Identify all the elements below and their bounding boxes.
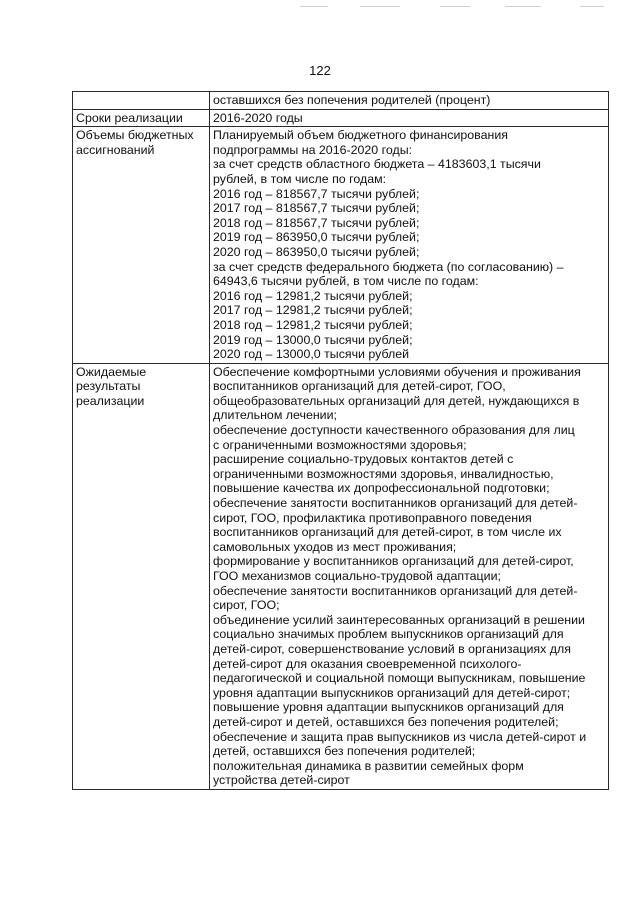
row-content-line: уровня адаптации выпускников организаций для детей-сирот; xyxy=(213,685,571,700)
row-content-line: 2016-2020 годы xyxy=(213,110,303,125)
row-label-line: результаты xyxy=(76,379,141,394)
scan-mark xyxy=(580,6,604,7)
row-content-line: обеспечение занятости воспитанников организаций для детей- xyxy=(213,496,578,511)
row-label-cell xyxy=(73,363,210,789)
row-content-line: с ограниченными возможностями здоровья; xyxy=(213,437,467,452)
row-content-line: детей, оставшихся без попечения родителей; xyxy=(213,744,476,759)
row-content-line: объединение усилий заинтересованных организаций в решении xyxy=(213,612,585,627)
row-label-line: реализации xyxy=(76,393,145,408)
table-row xyxy=(73,109,609,127)
row-content-line: обеспечение и защита прав выпускников из числа детей-сирот и xyxy=(213,729,587,744)
row-content-line: длительном лечении; xyxy=(213,408,337,423)
row-content-line: педагогической и социальной помощи выпускникам, повышение xyxy=(213,671,586,686)
row-content-line: воспитанников организаций для детей-сирот, ГОО, xyxy=(213,379,506,394)
row-content-line: 64943,6 тысячи рублей, в том числе по годам: xyxy=(213,274,479,289)
row-content-line: ГОО механизмов социально-трудовой адаптации; xyxy=(213,569,501,583)
row-content-line: самовольных уходов из мест проживания; xyxy=(213,539,457,554)
row-content-line: социально значимых проблем выпускников организаций для xyxy=(213,627,564,642)
scan-mark xyxy=(300,6,328,7)
row-content-line: повышение качества их допрофессиональной подготовки; xyxy=(213,481,550,496)
row-content-line: Планируемый объем бюджетного финансирования xyxy=(213,128,508,143)
table-row xyxy=(73,127,609,364)
row-content-cell xyxy=(210,363,609,789)
row-content-line: обеспечение доступности качественного образования для лиц xyxy=(213,423,575,438)
row-content-line: 2020 год – 13000,0 тысячи рублей xyxy=(213,347,410,362)
row-label-line: ассигнований xyxy=(76,142,155,157)
row-content-line: общеобразовательных организаций для детей, нуждающихся в xyxy=(213,393,580,408)
row-content-line: устройства детей-сирот xyxy=(213,773,350,788)
row-content-line: детей-сирот, совершенствование условий в организациях для xyxy=(213,641,571,656)
row-content-line: сирот, ГОО, профилактика противоправного поведения xyxy=(213,510,532,525)
row-content-line: 2017 год – 12981,2 тысячи рублей; xyxy=(213,303,413,318)
row-content-line: за счет средств областного бюджета – 4183603,1 тысячи xyxy=(213,157,541,172)
row-content-line: формирование у воспитанников организаций для детей-сирот, xyxy=(213,554,574,569)
row-content-line: рублей, в том числе по годам: xyxy=(213,171,387,186)
row-content-line: Обеспечение комфортными условиями обучения и проживания xyxy=(213,364,581,379)
row-content-line: подпрограммы на 2016-2020 годы: xyxy=(213,142,413,157)
row-content-line: 2019 год – 13000,0 тысячи рублей; xyxy=(213,332,413,347)
row-content-line: положительная динамика в развитии семейных форм xyxy=(213,758,524,773)
program-passport-table xyxy=(72,91,609,790)
table-row xyxy=(73,363,609,789)
row-content-line: за счет средств федерального бюджета (по согласованию) – xyxy=(213,259,564,274)
row-content-line: ограниченными возможностями здоровья, инвалидностью, xyxy=(213,466,554,481)
row-content-line: 2016 год – 12981,2 тысячи рублей; xyxy=(213,288,413,303)
row-content-cell xyxy=(210,109,609,127)
row-label-line: Объемы бюджетных xyxy=(76,128,194,143)
row-label-line: Ожидаемые xyxy=(76,364,147,379)
row-content-line: 2018 год – 12981,2 тысячи рублей; xyxy=(213,317,413,332)
row-content-line: расширение социально-трудовых контактов детей с xyxy=(213,452,514,467)
scan-mark xyxy=(440,6,470,7)
row-content-line: 2017 год – 818567,7 тысячи рублей; xyxy=(213,201,420,216)
row-content-line: 2019 год – 863950,0 тысячи рублей; xyxy=(213,230,420,245)
row-label-cell xyxy=(73,127,210,364)
row-content-line: 2018 год – 818567,7 тысячи рублей; xyxy=(213,215,420,230)
table-row xyxy=(73,92,609,110)
row-content-line: обеспечение занятости воспитанников организаций для детей- xyxy=(213,583,578,598)
row-label-line: Сроки реализации xyxy=(76,110,183,125)
scan-mark xyxy=(360,6,400,7)
row-label-cell xyxy=(73,92,210,110)
row-content-cell xyxy=(210,92,609,110)
row-content-line: 2016 год – 818567,7 тысячи рублей; xyxy=(213,186,420,201)
row-content-line: 2020 год – 863950,0 тысячи рублей; xyxy=(213,244,420,259)
row-content-line: повышение уровня адаптации выпускников организаций для xyxy=(213,700,564,715)
scan-mark xyxy=(505,6,541,7)
row-label-cell xyxy=(73,109,210,127)
row-content-line: воспитанников организаций для детей-сирот, в том числе их xyxy=(213,525,562,540)
row-content-line: оставшихся без попечения родителей (процент) xyxy=(213,93,491,107)
page-number: 122 xyxy=(309,63,331,78)
row-content-line: детей-сирот для оказания своевременной психолого- xyxy=(213,656,522,671)
row-content-cell xyxy=(210,127,609,364)
row-content-line: сирот, ГОО; xyxy=(213,598,280,613)
row-content-line: детей-сирот и детей, оставшихся без попечения родителей; xyxy=(213,714,559,729)
